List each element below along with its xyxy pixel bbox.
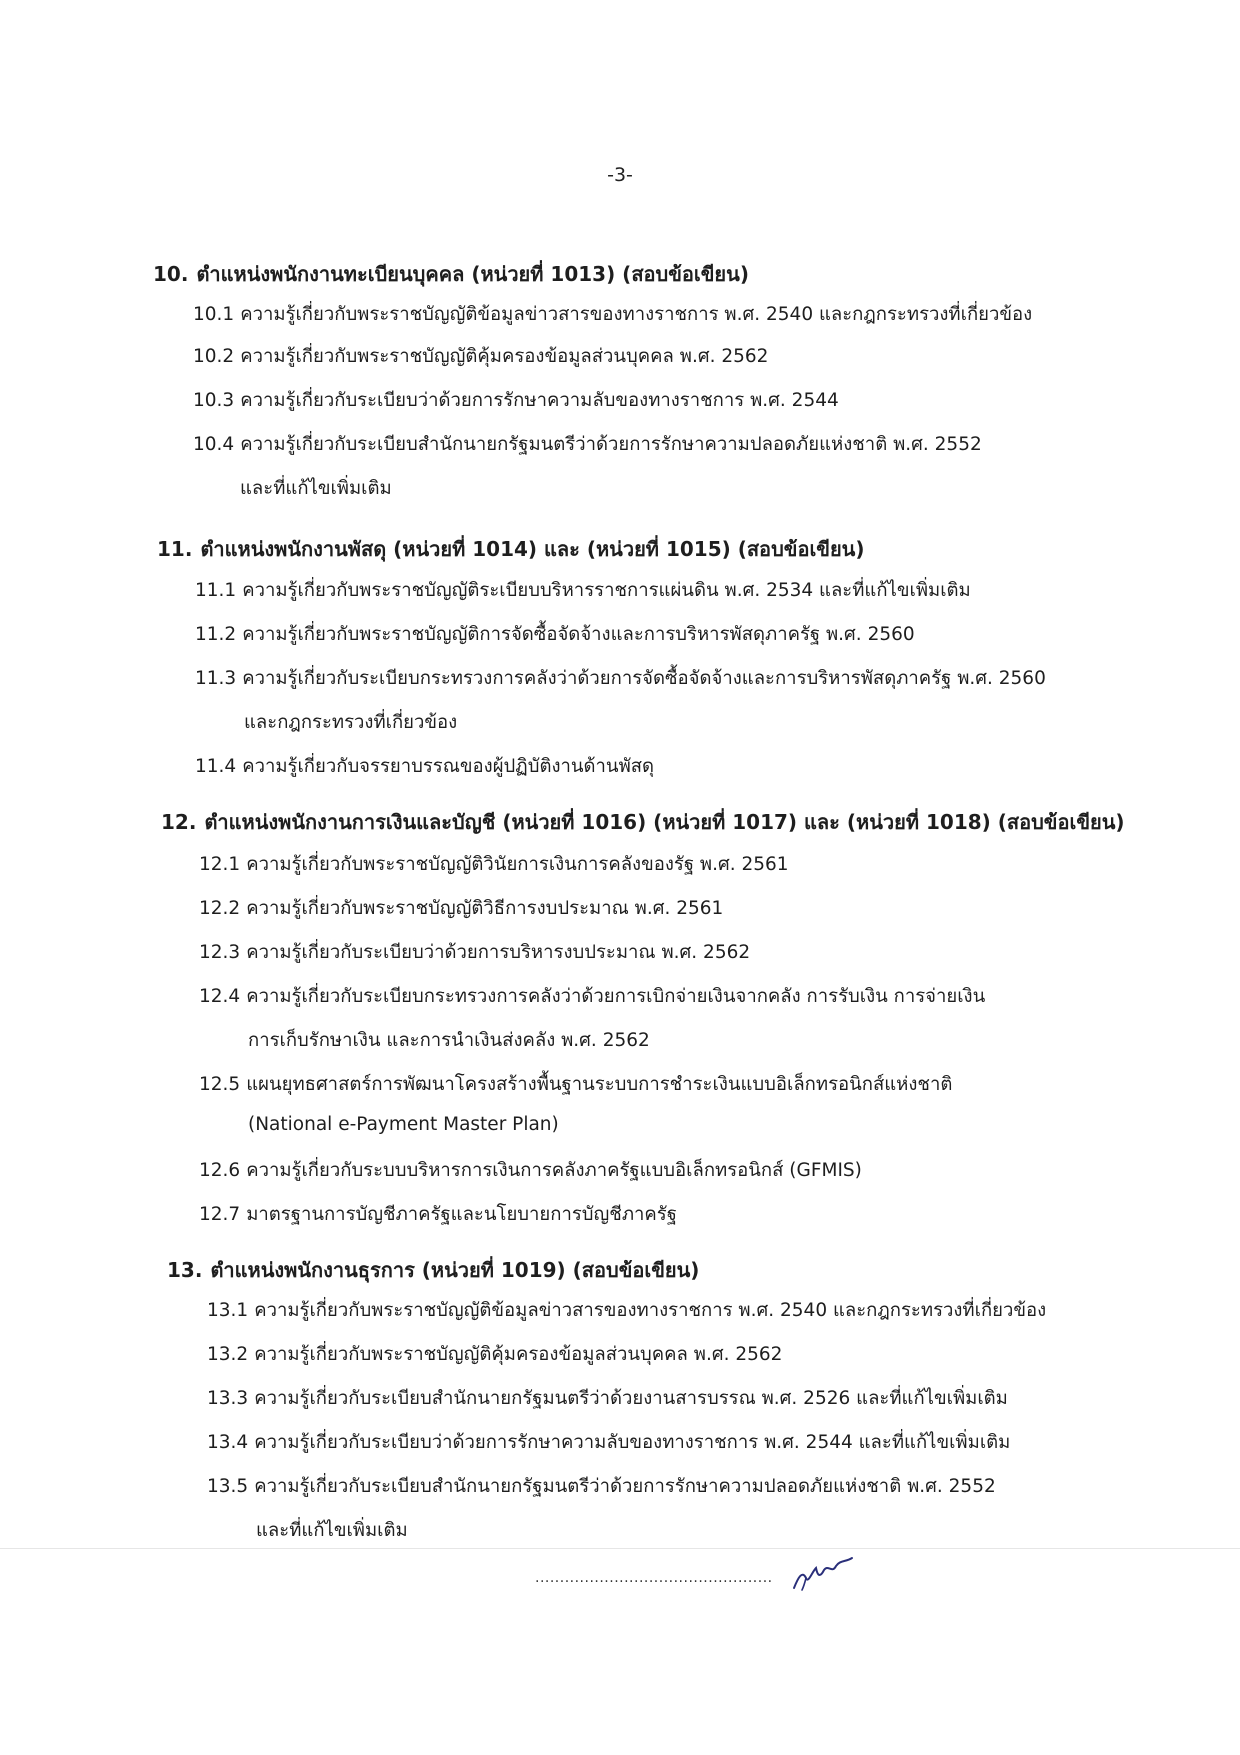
list-item: [199, 894, 723, 923]
item-text: ความรู้เกี่ยวกับพระราชบัญญัติวินัยการเงินการคลังของรัฐ พ.ศ. 2561: [246, 854, 789, 875]
item-number: 12.2: [199, 898, 241, 919]
item-number: 13.3: [207, 1388, 249, 1409]
list-item: [199, 938, 750, 967]
item-number: 11.1: [195, 580, 237, 601]
signature-line: ................................................: [535, 1570, 773, 1586]
list-item: [193, 386, 839, 415]
list-item: [193, 430, 982, 459]
footer-divider: [0, 1548, 1240, 1549]
section-number: 10.: [153, 262, 189, 286]
item-number: 12.6: [199, 1160, 241, 1181]
item-text: ความรู้เกี่ยวกับพระราชบัญญัติข้อมูลข่าวสารของทางราชการ พ.ศ. 2540 และกฎกระทรวงที่เกี่ยวข้อง: [240, 304, 1033, 325]
list-item: [199, 1070, 952, 1099]
item-number: 10.2: [193, 346, 235, 367]
list-item: [199, 1200, 677, 1229]
section-number: 13.: [167, 1258, 203, 1282]
list-item: [207, 1428, 1010, 1457]
list-item: [207, 1340, 782, 1369]
item-number: 11.2: [195, 624, 237, 645]
section-heading: ตำแหน่งพนักงานพัสดุ (หน่วยที่ 1014) และ (หน่วยที่ 1015) (สอบข้อเขียน): [200, 537, 865, 561]
item-text: ความรู้เกี่ยวกับระเบียบสำนักนายกรัฐมนตรีว่าด้วยการรักษาความปลอดภัยแห่งชาติ พ.ศ. 2552: [254, 1476, 996, 1497]
item-number: 12.4: [199, 986, 241, 1007]
list-item: [199, 1156, 862, 1185]
item-continuation: และที่แก้ไขเพิ่มเติม: [240, 478, 392, 499]
item-text: ความรู้เกี่ยวกับระเบียบว่าด้วยการบริหารงบประมาณ พ.ศ. 2562: [246, 942, 751, 963]
item-text: ความรู้เกี่ยวกับพระราชบัญญัติคุ้มครองข้อมูลส่วนบุคคล พ.ศ. 2562: [240, 346, 769, 367]
section-title: [167, 1254, 699, 1286]
item-number: 13.5: [207, 1476, 249, 1497]
list-item: [207, 1472, 996, 1501]
list-item: [195, 752, 654, 781]
item-number: 12.3: [199, 942, 241, 963]
section-heading: ตำแหน่งพนักงานธุรการ (หน่วยที่ 1019) (สอบข้อเขียน): [210, 1258, 700, 1282]
list-item: [199, 850, 789, 879]
item-continuation: การเก็บรักษาเงิน และการนำเงินส่งคลัง พ.ศ. 2562: [248, 1030, 650, 1051]
list-item: [193, 342, 768, 371]
item-text: ความรู้เกี่ยวกับระเบียบสำนักนายกรัฐมนตรีว่าด้วยการรักษาความปลอดภัยแห่งชาติ พ.ศ. 2552: [240, 434, 982, 455]
item-text: ความรู้เกี่ยวกับพระราชบัญญัติคุ้มครองข้อมูลส่วนบุคคล พ.ศ. 2562: [254, 1344, 783, 1365]
list-item: [195, 576, 971, 605]
section-title: [161, 806, 1125, 838]
item-number: 10.1: [193, 304, 235, 325]
list-item: [207, 1296, 1046, 1325]
item-text: ความรู้เกี่ยวกับจรรยาบรรณของผู้ปฏิบัติงานด้านพัสดุ: [242, 756, 655, 777]
item-number: 13.2: [207, 1344, 249, 1365]
item-number: 10.4: [193, 434, 235, 455]
item-text: ความรู้เกี่ยวกับระเบียบว่าด้วยการรักษาความลับของทางราชการ พ.ศ. 2544 และที่แก้ไขเพิ่มเติม: [254, 1432, 1011, 1453]
section-number: 11.: [157, 537, 193, 561]
item-continuation: และที่แก้ไขเพิ่มเติม: [256, 1520, 408, 1541]
item-text: ความรู้เกี่ยวกับระเบียบสำนักนายกรัฐมนตรีว่าด้วยงานสารบรรณ พ.ศ. 2526 และที่แก้ไขเพิ่มเติม: [254, 1388, 1008, 1409]
item-number: 10.3: [193, 390, 235, 411]
section-heading: ตำแหน่งพนักงานทะเบียนบุคคล (หน่วยที่ 1013) (สอบข้อเขียน): [196, 262, 749, 286]
list-item: [195, 664, 1046, 693]
item-continuation: และกฎกระทรวงที่เกี่ยวข้อง: [244, 712, 458, 733]
list-item: [207, 1384, 1008, 1413]
item-text: ความรู้เกี่ยวกับระเบียบกระทรวงการคลังว่าด้วยการจัดซื้อจัดจ้างและการบริหารพัสดุภาครัฐ พ.ศ. 2560: [242, 668, 1046, 689]
item-text: ความรู้เกี่ยวกับระเบียบว่าด้วยการรักษาความลับของทางราชการ พ.ศ. 2544: [240, 390, 839, 411]
item-number: 12.1: [199, 854, 241, 875]
page-number: -3-: [607, 164, 633, 186]
list-item: [193, 300, 1032, 329]
signature-icon: [788, 1548, 858, 1594]
item-text: ความรู้เกี่ยวกับระเบียบกระทรวงการคลังว่าด้วยการเบิกจ่ายเงินจากคลัง การรับเงิน การจ่ายเงิน: [246, 986, 986, 1007]
list-item: [195, 620, 915, 649]
section-title: [153, 258, 749, 290]
list-item: [199, 982, 985, 1011]
item-text: ความรู้เกี่ยวกับพระราชบัญญัติระเบียบบริหารราชการแผ่นดิน พ.ศ. 2534 และที่แก้ไขเพิ่มเติม: [242, 580, 971, 601]
item-text: มาตรฐานการบัญชีภาครัฐและนโยบายการบัญชีภาครัฐ: [246, 1204, 677, 1225]
item-number: 11.4: [195, 756, 237, 777]
item-text: ความรู้เกี่ยวกับระบบบริหารการเงินการคลังภาครัฐแบบอิเล็กทรอนิกส์ (GFMIS): [246, 1160, 862, 1181]
item-text: ความรู้เกี่ยวกับพระราชบัญญัติวิธีการงบประมาณ พ.ศ. 2561: [246, 898, 724, 919]
item-text: ความรู้เกี่ยวกับพระราชบัญญัติข้อมูลข่าวสารของทางราชการ พ.ศ. 2540 และกฎกระทรวงที่เกี่ยวข้อง: [254, 1300, 1047, 1321]
item-number: 13.1: [207, 1300, 249, 1321]
item-continuation: (National e-Payment Master Plan): [248, 1114, 559, 1135]
section-title: [157, 533, 865, 565]
section-number: 12.: [161, 810, 197, 834]
item-number: 13.4: [207, 1432, 249, 1453]
item-number: 12.7: [199, 1204, 241, 1225]
section-heading: ตำแหน่งพนักงานการเงินและบัญชี (หน่วยที่ 1016) (หน่วยที่ 1017) และ (หน่วยที่ 1018) (สอบข้อเขียน): [204, 810, 1125, 834]
item-text: แผนยุทธศาสตร์การพัฒนาโครงสร้างพื้นฐานระบบการชำระเงินแบบอิเล็กทรอนิกส์แห่งชาติ: [246, 1074, 953, 1095]
item-number: 12.5: [199, 1074, 241, 1095]
item-text: ความรู้เกี่ยวกับพระราชบัญญัติการจัดซื้อจัดจ้างและการบริหารพัสดุภาครัฐ พ.ศ. 2560: [242, 624, 915, 645]
item-number: 11.3: [195, 668, 237, 689]
